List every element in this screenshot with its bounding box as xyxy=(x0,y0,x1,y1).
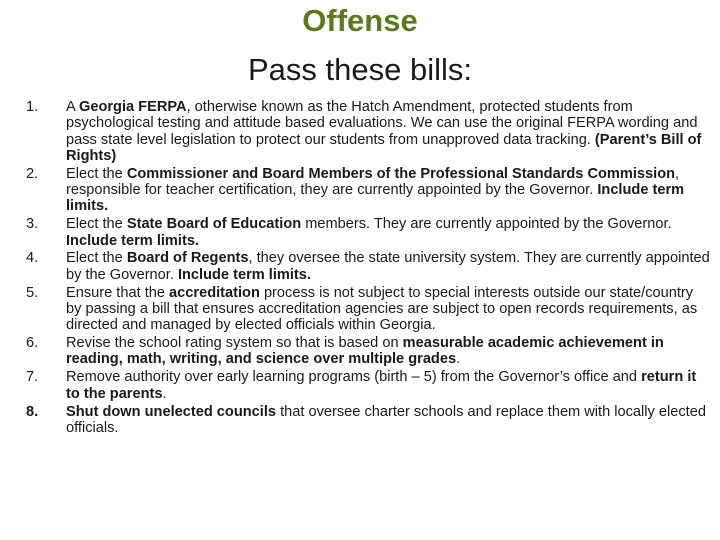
item-text xyxy=(66,250,712,283)
list-item xyxy=(26,99,712,164)
bold-text: Commissioner and Board Members of the Professional Standards Commission xyxy=(126,165,676,182)
bold-text: return it to the parents xyxy=(66,369,697,402)
item-text xyxy=(66,99,712,164)
item-text xyxy=(66,369,712,402)
item-number: 4. xyxy=(26,250,39,267)
list-item xyxy=(26,285,712,334)
bold-text: measurable academic achievement in reading, math, writing, and science over multiple grades xyxy=(66,335,664,368)
list-item xyxy=(26,404,712,437)
list-item xyxy=(26,216,712,249)
plain-text: A xyxy=(66,99,79,115)
bold-text: (Parent’s Bill of Rights) xyxy=(66,131,702,164)
plain-text: . xyxy=(456,351,461,368)
list-item xyxy=(26,335,712,368)
item-number: 3. xyxy=(26,216,39,233)
slide-title: Offense xyxy=(302,3,418,38)
item-number: 2. xyxy=(26,165,39,182)
plain-text: Remove authority over early learning programs (birth – 5) from the Governor’s office and xyxy=(66,369,642,386)
bold-text: State Board of Education xyxy=(126,216,302,233)
item-number: 6. xyxy=(26,335,39,352)
item-text xyxy=(66,285,712,334)
plain-text: Ensure that the xyxy=(66,284,170,301)
item-number: 5. xyxy=(26,284,39,301)
plain-text: , they oversee the state university system. They are currently appointed by the Governor. xyxy=(66,250,710,283)
plain-text: that oversee charter schools and replace them with locally elected officials. xyxy=(66,403,706,436)
plain-text: , responsible for teacher certification, they are currently appointed by the Governor. xyxy=(66,165,680,199)
item-number: 8. xyxy=(26,403,39,420)
slide-subtitle: Pass these bills: xyxy=(248,52,472,87)
bold-text: Include term limits. xyxy=(66,232,199,249)
plain-text: . xyxy=(162,385,167,402)
plain-text: process is not subject to special interests outside our state/country by passing a bill that ensures accreditation agencies are subject to open records requirements, as directed and managed by elected officials within Georgia. xyxy=(66,284,698,334)
bold-text: accreditation xyxy=(169,284,260,301)
bill-list xyxy=(26,99,712,438)
bold-text: Georgia FERPA xyxy=(78,99,187,115)
plain-text: Elect the xyxy=(66,216,127,233)
plain-text: Revise the school rating system so that is based on xyxy=(66,335,403,352)
bold-text: Include term limits. xyxy=(177,266,311,283)
list-item xyxy=(26,250,712,283)
bold-text: Board of Regents xyxy=(126,250,249,267)
item-text xyxy=(66,404,712,437)
bold-text: Shut down unelected councils xyxy=(66,403,277,420)
plain-text: Elect the xyxy=(66,165,127,182)
item-number: 1. xyxy=(26,99,39,115)
list-item xyxy=(26,369,712,402)
plain-text: , otherwise known as the Hatch Amendment, protected students from psychological testing and attitude based evaluations. We can use the original FERPA wording and pass state level legislation to protect our students from unapproved data tracking. xyxy=(66,99,698,148)
item-text xyxy=(66,166,712,215)
item-text xyxy=(66,335,712,368)
plain-text: Elect the xyxy=(66,250,127,267)
item-number: 7. xyxy=(26,369,39,386)
item-text xyxy=(66,216,712,249)
plain-text: members. They are currently appointed by the Governor. xyxy=(301,216,672,233)
list-item xyxy=(26,166,712,215)
bold-text: Include term limits. xyxy=(66,182,685,215)
